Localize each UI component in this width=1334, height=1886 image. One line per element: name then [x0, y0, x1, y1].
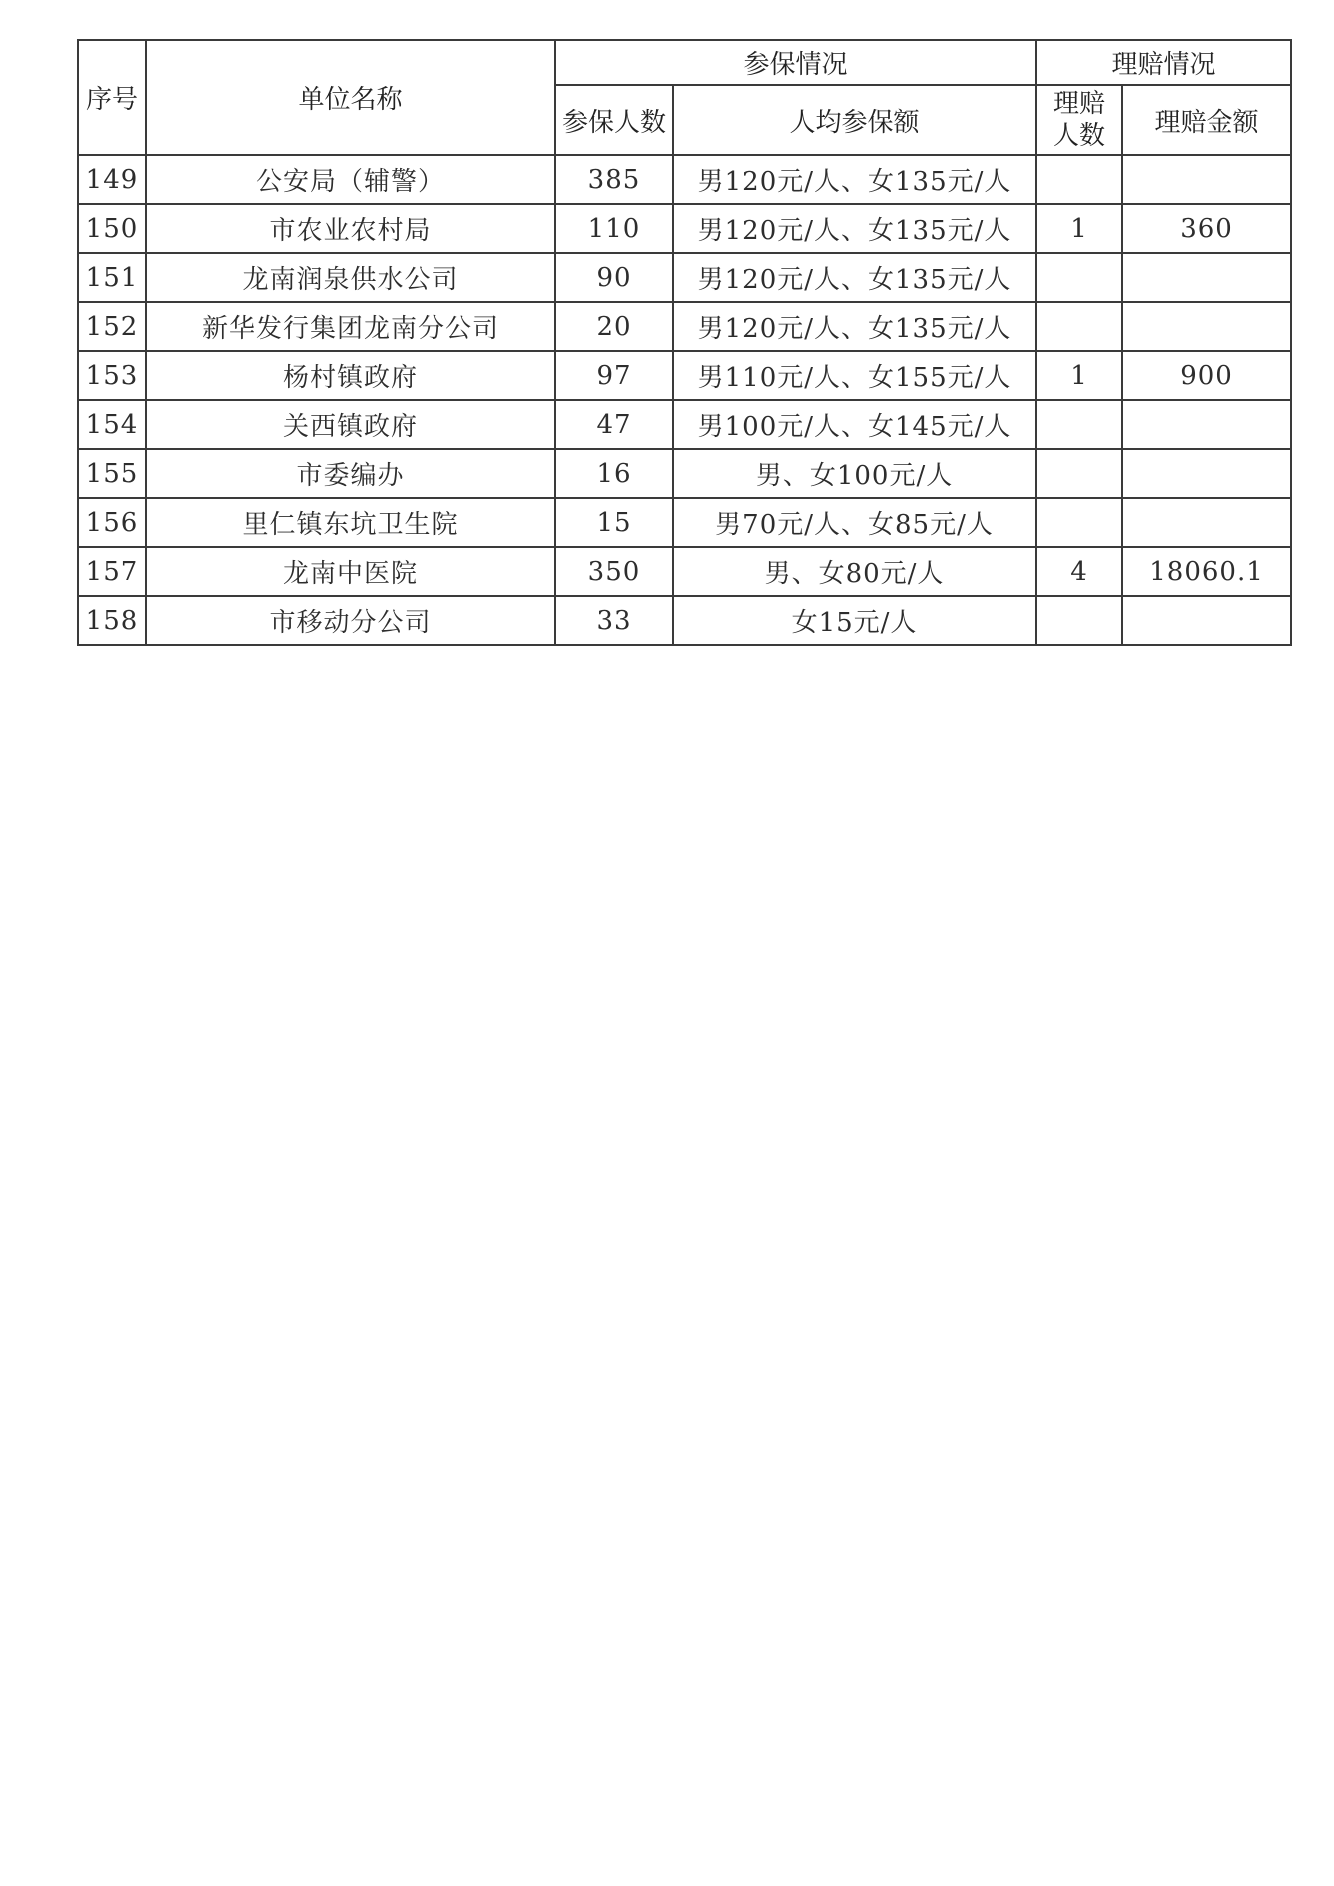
cell-insured-count: 97: [555, 351, 673, 400]
cell-per-capita: 男、女80元/人: [673, 547, 1036, 596]
cell-unit-name: 关西镇政府: [146, 400, 555, 449]
cell-per-capita: 男、女100元/人: [673, 449, 1036, 498]
cell-seq: 149: [78, 155, 146, 204]
insurance-table: [77, 39, 1292, 646]
cell-unit-name: 市委编办: [146, 449, 555, 498]
header-unit-name: 单位名称: [146, 40, 555, 155]
cell-seq: 151: [78, 253, 146, 302]
cell-seq: 157: [78, 547, 146, 596]
cell-insured-count: 33: [555, 596, 673, 645]
cell-seq: 153: [78, 351, 146, 400]
cell-insured-count: 20: [555, 302, 673, 351]
cell-claim-amount: [1122, 155, 1291, 204]
cell-claim-count: [1036, 498, 1122, 547]
cell-claim-amount: [1122, 400, 1291, 449]
cell-claim-count: 1: [1036, 204, 1122, 253]
cell-unit-name: 里仁镇东坑卫生院: [146, 498, 555, 547]
cell-claim-amount: [1122, 596, 1291, 645]
cell-per-capita: 男70元/人、女85元/人: [673, 498, 1036, 547]
cell-claim-amount: 900: [1122, 351, 1291, 400]
cell-claim-amount: [1122, 498, 1291, 547]
cell-unit-name: 龙南中医院: [146, 547, 555, 596]
table-row: [78, 400, 1291, 449]
table-row: [78, 449, 1291, 498]
cell-insured-count: 16: [555, 449, 673, 498]
cell-unit-name: 市农业农村局: [146, 204, 555, 253]
table-row: [78, 204, 1291, 253]
cell-per-capita: 男110元/人、女155元/人: [673, 351, 1036, 400]
cell-claim-count: [1036, 302, 1122, 351]
header-claim-amount: 理赔金额: [1122, 85, 1291, 155]
cell-unit-name: 龙南润泉供水公司: [146, 253, 555, 302]
header-claim-count: [1036, 85, 1122, 155]
cell-insured-count: 350: [555, 547, 673, 596]
table-row: [78, 155, 1291, 204]
cell-unit-name: 市移动分公司: [146, 596, 555, 645]
cell-seq: 154: [78, 400, 146, 449]
cell-seq: 158: [78, 596, 146, 645]
table-row: [78, 498, 1291, 547]
cell-per-capita: 男120元/人、女135元/人: [673, 155, 1036, 204]
header-per-capita: 人均参保额: [673, 85, 1036, 155]
header-seq: 序号: [78, 40, 146, 155]
cell-insured-count: 110: [555, 204, 673, 253]
table-row: [78, 302, 1291, 351]
cell-claim-amount: [1122, 253, 1291, 302]
table-row: [78, 596, 1291, 645]
cell-seq: 150: [78, 204, 146, 253]
cell-claim-amount: 18060.1: [1122, 547, 1291, 596]
cell-seq: 156: [78, 498, 146, 547]
cell-unit-name: 新华发行集团龙南分公司: [146, 302, 555, 351]
cell-per-capita: 男100元/人、女145元/人: [673, 400, 1036, 449]
cell-insured-count: 47: [555, 400, 673, 449]
cell-claim-count: [1036, 155, 1122, 204]
cell-unit-name: 杨村镇政府: [146, 351, 555, 400]
header-insured-group: 参保情况: [555, 40, 1036, 85]
cell-claim-count: 4: [1036, 547, 1122, 596]
cell-claim-amount: [1122, 449, 1291, 498]
header-claims-group: 理赔情况: [1036, 40, 1291, 85]
cell-seq: 155: [78, 449, 146, 498]
cell-claim-count: [1036, 253, 1122, 302]
cell-insured-count: 15: [555, 498, 673, 547]
cell-claim-count: [1036, 449, 1122, 498]
cell-per-capita: 男120元/人、女135元/人: [673, 253, 1036, 302]
cell-insured-count: 385: [555, 155, 673, 204]
cell-claim-count: [1036, 400, 1122, 449]
header-row-top: [78, 40, 1291, 85]
cell-claim-count: 1: [1036, 351, 1122, 400]
cell-insured-count: 90: [555, 253, 673, 302]
cell-seq: 152: [78, 302, 146, 351]
cell-per-capita: 男120元/人、女135元/人: [673, 302, 1036, 351]
table-row: [78, 351, 1291, 400]
cell-claim-count: [1036, 596, 1122, 645]
cell-claim-amount: [1122, 302, 1291, 351]
table-row: [78, 547, 1291, 596]
cell-per-capita: 男120元/人、女135元/人: [673, 204, 1036, 253]
table-row: [78, 253, 1291, 302]
header-insured-count: 参保人数: [555, 85, 673, 155]
header-claim-count-text: [1053, 88, 1105, 152]
cell-per-capita: 女15元/人: [673, 596, 1036, 645]
cell-unit-name: 公安局（辅警）: [146, 155, 555, 204]
header-claim-count-line1: 理赔: [1053, 89, 1106, 119]
header-claim-count-line2: 人数: [1053, 121, 1106, 151]
cell-claim-amount: 360: [1122, 204, 1291, 253]
